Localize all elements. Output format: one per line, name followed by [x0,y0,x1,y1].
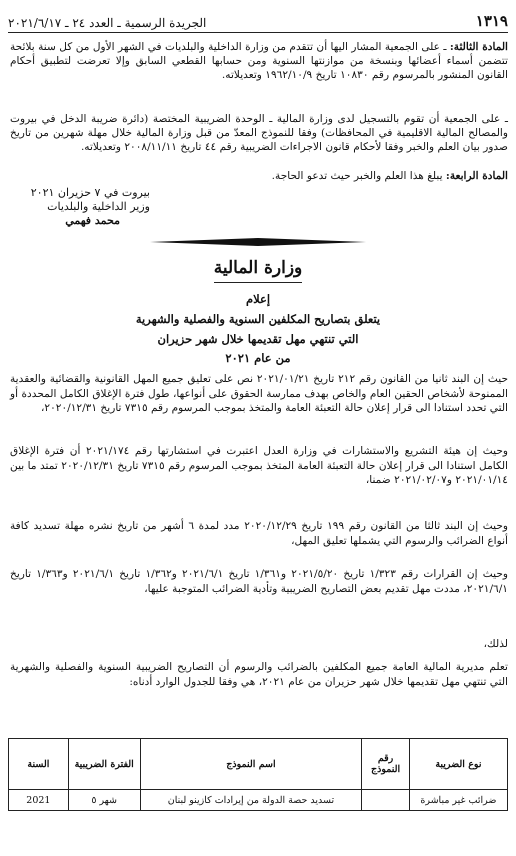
ministry-title: وزارة المالية [213,258,303,278]
paragraph-therefore: لذلك، [483,638,508,650]
signature-block [30,186,150,228]
tax-deadlines-table [8,738,508,811]
signature-title: وزير الداخلية والبلديات [47,200,150,213]
table-row [9,790,508,811]
ministry-underline [214,282,302,283]
paragraph-4: وحيث إن القرارات رقم ١/٣٢٣ تاريخ ٢٠٢١/٥/٢٠ و١/٣٦١ تاريخ ٢٠٢١/٦/١ و١/٣٦٢ تاريخ ٢٠٢١/٦/١ و١/٣٦٣ تاريخ ٢٠٢١/٦/١، مددت مهل تقديم بعض التصاريح الضريبية وتأدية الضرائب المتوجبة عليها، [10,568,508,595]
signature-name: محمد فهمي [65,214,120,227]
tax-registration-para [10,112,508,155]
announcement-label: إعلام [245,292,271,306]
cell-year: 2021 [9,790,69,811]
article-three-label: المادة الثالثة: [449,41,508,53]
paragraph-3: وحيث إن البند ثالثا من القانون رقم ١٩٩ تاريخ ٢٠٢٠/١٢/٢٩ مدد لمدة ٦ أشهر من تاريخ نشره مهلة تسديد كافة أنواع الضرائب والرسوم التي يشملها تعليق المهل، [10,520,508,547]
signature-place-date: بيروت في ٧ حزيران ٢٠٢١ [30,186,150,199]
table-header-row [9,739,508,790]
page-header [8,6,508,30]
header-form-name: اسم النموذج [140,739,362,790]
cell-tax-period: شهر ٥ [68,790,140,811]
header-tax-period: الفترة الضريبية [68,739,140,790]
paragraph-1: حيث إن البند ثانيا من القانون رقم ٢١٢ تاريخ ٢٠٢١/٠١/٢١ نص على تعليق جميع المهل القانونية والقضائية والعقدية الممنوحة لأشخاص الحقين العام والخاص بهدف ممارسة الحقوق على أنواعها، طول فترة الإغلاق الكامل المحددة أو التي تحدد استنادا الى قرار إعلان حالة التعبئة العامة والمتخذ بموجب المرسوم رقم ٧٣١٥ تاريخ ٢٠٢٠/١٢/٣١، [10,373,508,415]
tax-registration-text: ـ على الجمعية أن تقوم بالتسجيل لدى وزارة المالية ـ الوحدة الضريبية المختصة (دائرة ضريبة الدخل في بيروت والمصالح المالية الاقليمية في المحافظات) وفقا للنموذج المعدّ من قبل وزارة المالية خلال مهلة شهرين من تاريخ صدور بيان العلم والخبر وفقا لأحكام قانون الاجراءات الضريبية رقم ٤٤ تاريخ ٢٠٠٨/١١/١١ وتعديلاته. [10,113,508,154]
cell-form-number [362,790,410,811]
article-four-text: يبلغ هذا العلم والخبر حيث تدعو الحاجة. [271,170,443,182]
paragraph-5: تعلم مديرية المالية العامة جميع المكلفين بالضرائب والرسوم أن التصاريح الضريبية السنوية والفصلية والشهرية التي تنتهي مهل تقديمها خلال شهر حزيران من عام ٢٠٢١، هي وفقا للجدول الوارد أدناه: [10,661,508,688]
announcement-line-3: من عام ٢٠٢١ [225,351,291,365]
cell-form-name: تسديد حصة الدولة من إيرادات كازينو لبنان [140,790,362,811]
gazette-issue-line: الجريدة الرسمية ـ العدد ٢٤ ـ ٢٠٢١/٦/١٧ [8,16,207,30]
header-year: السنة [9,739,69,790]
article-four-label: المادة الرابعة: [445,170,508,182]
ornamental-divider [150,238,366,246]
article-three-text: ـ على الجمعية المشار اليها أن تتقدم من وزارة الداخلية والبلديات في الشهر الأول من كل سنة بلائحة تتضمن أسماء أعضائها وبنسخة من موازنتها السنوية ومن حسابها القطعي السابق وإلا تعرضت لتطبيق أحكام القانون المنشور بالمرسوم رقم ١٠٨٣٠ تاريخ ١٩٦٢/١٠/٩ وتعديلاته. [10,41,508,82]
article-four [10,169,508,183]
announcement-line-1: يتعلق بتصاريح المكلفين السنوية والفصلية والشهرية [135,312,381,326]
announcement-line-2: التي تنتهي مهل تقديمها خلال شهر حزيران [157,332,359,346]
article-three [10,40,508,83]
paragraph-2: وحيث إن هيئة التشريع والاستشارات في وزارة العدل اعتبرت في استشارتها رقم ٢٠٢١/١٧٤ أن فترة الإغلاق الكامل استنادا الى قرار إعلان حالة التعبئة العامة المتخذ بموجب المرسوم رقم ٧٣١٥ تاريخ ٢٠٢٠/١٢/٣١ تمتد ما بين ٢٠٢١/٠١/١٤ و٢٠٢١/٠٢/٠٧ ضمنا، [10,445,508,487]
header-rule [8,32,508,33]
header-form-number: رقم النموذج [362,739,410,790]
page-number: ١٣١٩ [475,12,508,30]
header-tax-type: نوع الضريبة [409,739,507,790]
cell-tax-type: ضرائب غير مباشرة [409,790,507,811]
